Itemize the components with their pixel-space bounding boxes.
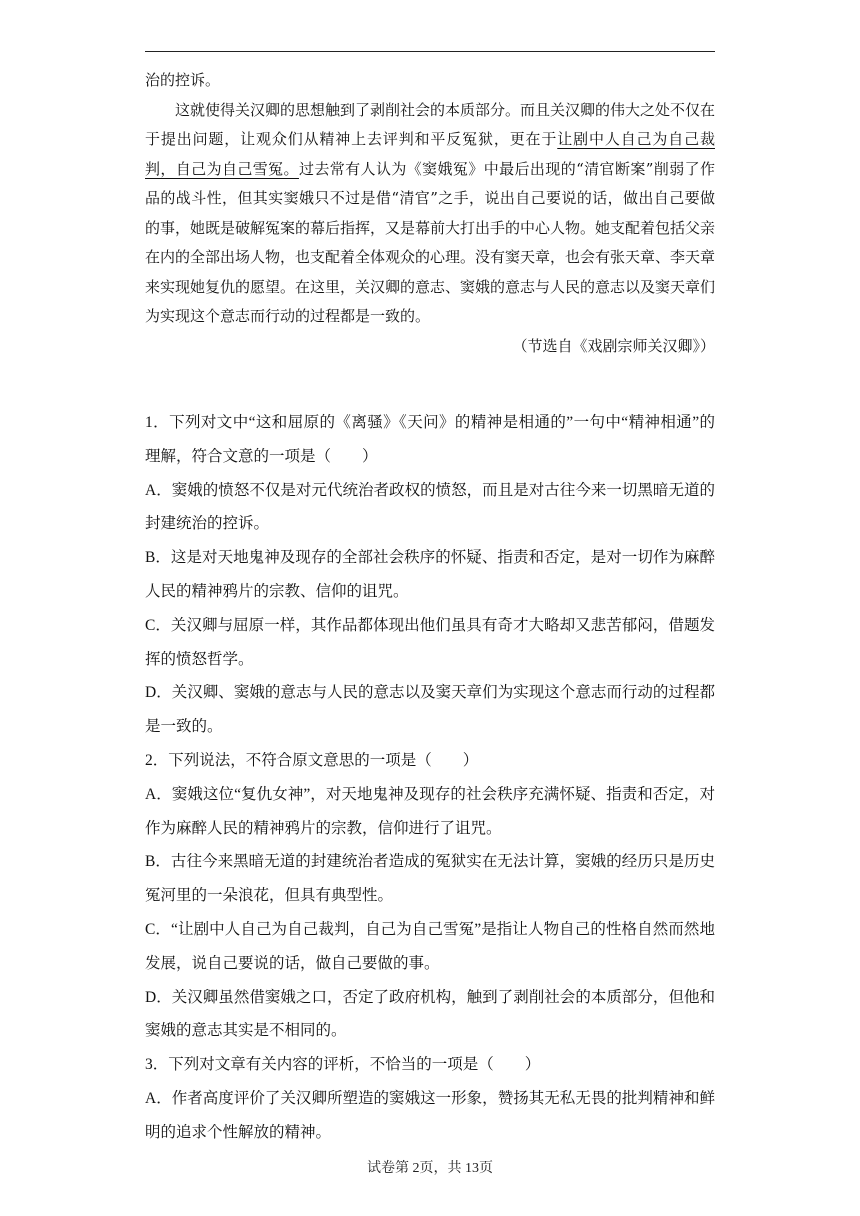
question-2-option-b: B．古往今来黑暗无道的封建统治者造成的冤狱实在无法计算，窦娥的经历只是历史冤河里的一朵浪花，但具有典型性。: [145, 853, 715, 905]
question-1-option-c: C．关汉卿与屈原一样，其作品都体现出他们虽具有奇才大略却又悲苦郁闷，借题发挥的愤怒哲学。: [145, 616, 715, 668]
underlined-text: 让剧中人自己为自己裁判，自己为自己雪冤。: [145, 130, 715, 178]
passage-source: （节选自《戏剧宗师关汉卿》）: [512, 336, 715, 355]
passage-lead-line: 治的控诉。: [145, 71, 221, 89]
question-1-option-a: A．窦娥的愤怒不仅是对元代统治者政权的愤怒，而且是对古往今来一切黑暗无道的封建统治的控诉。: [145, 481, 715, 533]
question-2-stem: 2．下列说法，不符合原文意思的一项是（ ）: [145, 751, 479, 769]
question-1-option-b: B．这是对天地鬼神及现存的全部社会秩序的怀疑、指责和否定，是对一切作为麻醉人民的精神鸦片的宗教、信仰的诅咒。: [145, 549, 715, 600]
question-1-option-d: D．关汉卿、窦娥的意志与人民的意志以及窦天章们为实现这个意志而行动的过程都是一致的。: [145, 684, 715, 736]
passage-text: 过去常有人认为《窦娥冤》中最后出现的“清官断案”削弱了作品的战斗性，但其实窦娥只不过是借“清官”之手，说出自己要说的话，做出自己要做的事，她既是破解冤案的幕后指挥，又是幕前大打出手的中心人物。她支配着包括父亲在内的全部出场人物，也支配着全体观众的心理。没有窦天章，也会有张天章、李天章来实现她复仇的愿望。在这里，关汉卿的意志、窦娥的意志与人民的意志以及窦天章们为实现这个意志而行动的过程都是一致的。: [145, 159, 716, 325]
question-1-stem: 1．下列对文中“这和屈原的《离骚》《天问》的精神是相通的”一句中“精神相通”的理解，符合文意的一项是（ ）: [145, 414, 715, 465]
question-2-option-a: A．窦娥这位“复仇女神”，对天地鬼神及现存的社会秩序充满怀疑、指责和否定，对作为麻醉人民的精神鸦片的宗教，信仰进行了诅咒。: [145, 785, 715, 837]
page-footer: 试卷第 2页，共 13页: [367, 1161, 493, 1176]
question-3-stem: 3．下列对文章有关内容的评析，不恰当的一项是（ ）: [145, 1056, 541, 1074]
question-2-option-d: D．关汉卿虽然借窦娥之口，否定了政府机构，触到了剥削社会的本质部分，但他和窦娥的意志其实是不相同的。: [145, 988, 715, 1040]
passage-paragraph: [145, 96, 715, 332]
passage-text: 这就使得关汉卿的思想触到了剥削社会的本质部分。而且关汉卿的伟大之处不仅在于提出问题，让观众们从精神上去评判和平反冤狱，更在于: [145, 100, 716, 148]
reading-passage: [145, 66, 715, 361]
question-3-option-a: A．作者高度评价了关汉卿所塑造的窦娥这一形象，赞扬其无私无畏的批判精神和鲜明的追求个性解放的精神。: [145, 1089, 715, 1141]
question-2-option-c: C．“让剧中人自己为自己裁判，自己为自己雪冤”是指让人物自己的性格自然而然地发展，说自己要说的话，做自己要做的事。: [145, 920, 715, 972]
question-list: [145, 406, 715, 1150]
header-rule: [145, 51, 715, 52]
